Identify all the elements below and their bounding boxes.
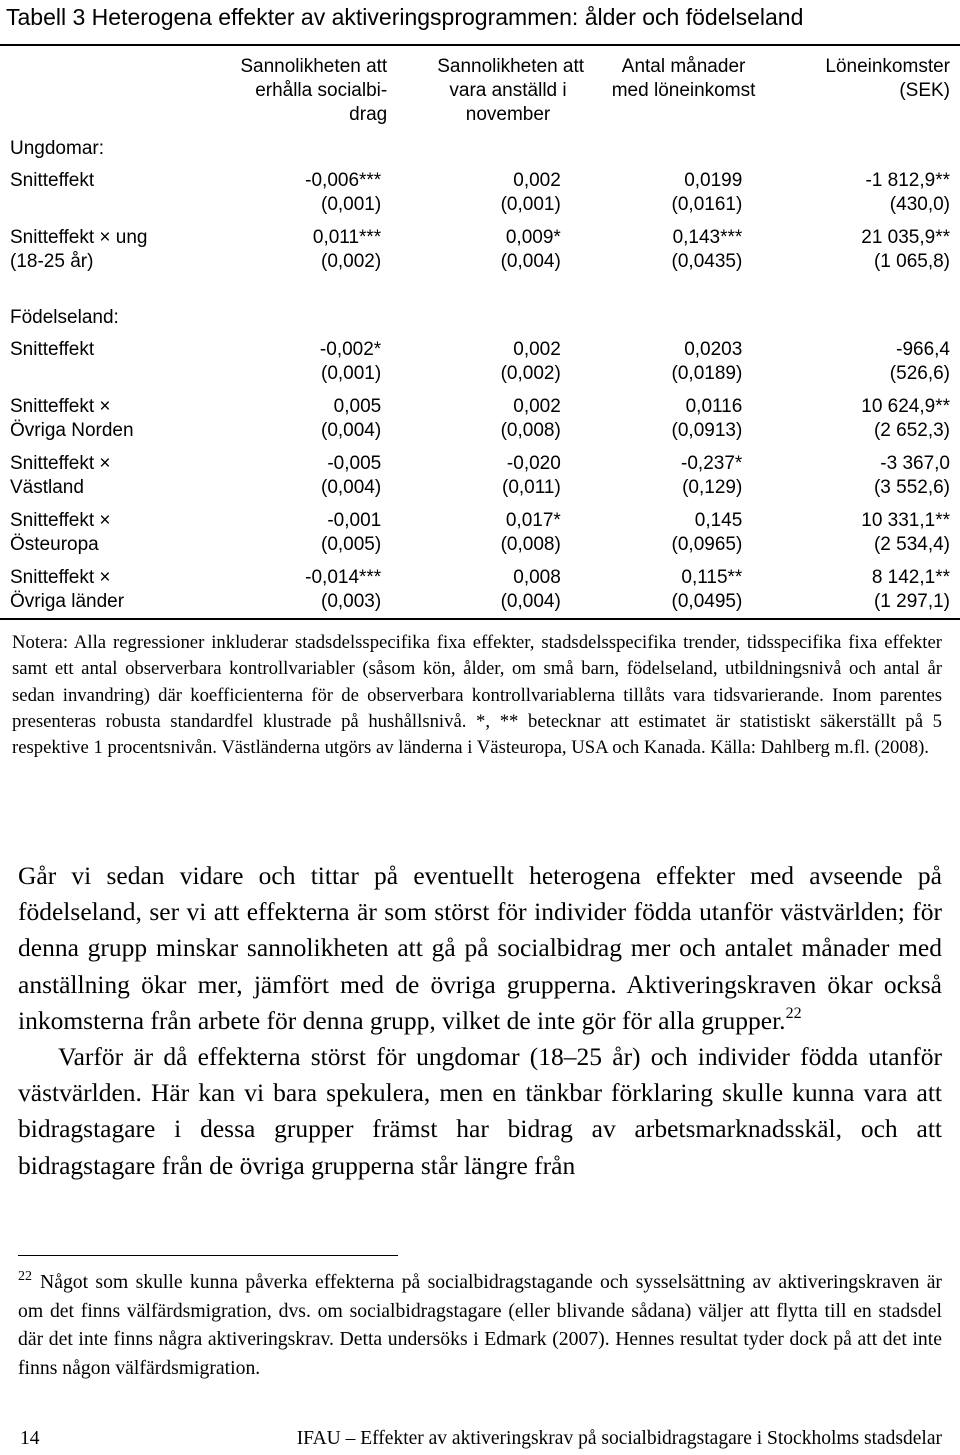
cell-prob-employed: 0,002 (0,002) bbox=[500, 339, 561, 384]
section-row-birthcountry bbox=[0, 274, 960, 330]
cell-prob-employed: -0,020 (0,011) bbox=[502, 453, 561, 498]
cell-wage-income: 21 035,9** (1 065,8) bbox=[861, 227, 950, 272]
cell-prob-employed: 0,002 (0,008) bbox=[500, 396, 561, 441]
footnote-text: Något som skulle kunna påverka effekterna på socialbidragstagande och sysselsättning av aktiveringskraven är om det finns välfärdsmigration, dvs. om socialbidragstagare (eller blivande sådana) väljer att flytta till en stadsdel där det inte finns några aktiveringskrav. Detta undersöks i Edmark (2007). Hennes resultat tyder dock på att det inte finns någon välfärdsmigration. bbox=[18, 1271, 942, 1379]
table-row bbox=[0, 500, 960, 557]
page-number: 14 bbox=[20, 1428, 40, 1449]
cell-wage-income: -1 812,9** (430,0) bbox=[865, 170, 950, 215]
cell-prob-welfare: -0,014*** (0,003) bbox=[202, 557, 388, 619]
row-label: Snitteffekt × Västland bbox=[10, 453, 111, 498]
footnote bbox=[18, 1268, 942, 1382]
table-row bbox=[0, 217, 960, 274]
cell-wage-income: -966,4 (526,6) bbox=[889, 339, 950, 384]
cell-months-income: 0,145 (0,0965) bbox=[671, 510, 743, 555]
paragraph bbox=[18, 858, 942, 1039]
header-wage-income: Löneinkomster (SEK) bbox=[762, 45, 960, 127]
cell-wage-income: 8 142,1** (1 297,1) bbox=[762, 557, 960, 619]
body-text bbox=[18, 858, 942, 1184]
regression-table bbox=[0, 44, 960, 620]
cell-months-income: 0,143*** (0,0435) bbox=[671, 227, 743, 272]
cell-wage-income: 10 331,1** (2 534,4) bbox=[861, 510, 950, 555]
footnote-divider bbox=[18, 1255, 398, 1256]
paragraph: Varför är då effekterna störst för ungdomar (18–25 år) och individer födda utanför västvärlden. Här kan vi bara spekulera, men en tänkbar förklaring skulle kunna vara att bidragstagare i dessa grupper främst har bidrag av arbetsmarknadsskäl, och att bidragstagare från de övriga grupperna står längre från bbox=[18, 1042, 942, 1180]
section-label-birthcountry: Födelseland: bbox=[10, 307, 119, 328]
table-row bbox=[0, 161, 960, 217]
cell-prob-welfare: -0,002* (0,001) bbox=[319, 339, 382, 384]
header-months-income: Antal månader med löneinkomst bbox=[579, 45, 763, 127]
cell-prob-employed: 0,002 (0,001) bbox=[500, 170, 561, 215]
cell-months-income: 0,0199 (0,0161) bbox=[671, 170, 743, 215]
cell-prob-welfare: 0,011*** (0,002) bbox=[312, 227, 382, 272]
cell-prob-welfare: -0,005 (0,004) bbox=[321, 453, 382, 498]
section-label-youth: Ungdomar: bbox=[10, 138, 104, 159]
table-row bbox=[0, 557, 960, 619]
cell-prob-welfare: 0,005 (0,004) bbox=[321, 396, 382, 441]
footnote-ref[interactable]: 22 bbox=[785, 1004, 802, 1022]
row-label: Snitteffekt bbox=[10, 339, 95, 360]
table-row bbox=[0, 386, 960, 443]
table-header-row bbox=[0, 45, 960, 127]
row-label: Snitteffekt bbox=[10, 170, 95, 191]
cell-months-income: 0,115** (0,0495) bbox=[579, 557, 763, 619]
header-prob-welfare: Sannolikheten att erhålla socialbi- drag bbox=[202, 45, 388, 127]
table-row bbox=[0, 330, 960, 386]
paragraph-text: Går vi sedan vidare och tittar på eventuellt heterogena effekter med avseende på födelseland, ser vi att effekterna är som störst för individer födda utanför västvärlden; för denna grupp minskar sannolikheten att gå på socialbidrag mer och antalet månader med anställning ökar mer, jämfört med de övriga grupperna. Aktiveringskraven ökar också inkomsterna från arbete för denna grupp, vilket de inte gör för alla grupper. bbox=[18, 861, 942, 1035]
header-prob-employed: Sannolikheten att vara anställd i november bbox=[387, 45, 579, 127]
row-label: Snitteffekt × Övriga länder bbox=[0, 557, 202, 619]
section-row-youth bbox=[0, 127, 960, 161]
cell-prob-welfare: -0,001 (0,005) bbox=[321, 510, 382, 555]
header-blank-cell bbox=[0, 45, 202, 127]
cell-prob-employed: 0,017* (0,008) bbox=[500, 510, 561, 555]
cell-wage-income: 10 624,9** (2 652,3) bbox=[861, 396, 950, 441]
cell-months-income: 0,0116 (0,0913) bbox=[671, 396, 743, 441]
cell-prob-employed: 0,009* (0,004) bbox=[500, 227, 561, 272]
row-label: Snitteffekt × Övriga Norden bbox=[10, 396, 134, 441]
cell-months-income: -0,237* (0,129) bbox=[681, 453, 743, 498]
running-footer-title: IFAU – Effekter av aktiveringskrav på socialbidragstagare i Stockholms stadsdelar bbox=[296, 1428, 942, 1449]
cell-prob-employed: 0,008 (0,004) bbox=[387, 557, 579, 619]
cell-prob-welfare: -0,006*** (0,001) bbox=[305, 170, 382, 215]
table-caption: Tabell 3 Heterogena effekter av aktiveringsprogrammen: ålder och födelseland bbox=[6, 4, 804, 30]
row-label: Snitteffekt × Östeuropa bbox=[10, 510, 111, 555]
footnote-number: 22 bbox=[18, 1269, 32, 1284]
table-notes: Notera: Alla regressioner inkluderar stadsdelsspecifika fixa effekter, stadsdelsspecifika trender, tidsspecifika fixa effekter samt ett antal observerbara kontrollvariabler (såsom kön, ålder, om små barn, födelseland, utbildningsnivå och antal år sedan invandring) där koefficienterna för de observerbara kontrollvariablerna tillåts vara tidsvarierande. Inom parentes presenteras robusta standardfel klustrade på hushållsnivå. *, ** betecknar att estimatet är statistiskt säkerställt på 5 respektive 1 procentsnivån. Västländerna utgörs av länderna i Västeuropa, USA och Kanada. Källa: Dahlberg m.fl. (2008). bbox=[12, 632, 942, 759]
cell-wage-income: -3 367,0 (3 552,6) bbox=[873, 453, 950, 498]
row-label: Snitteffekt × ung (18-25 år) bbox=[10, 227, 148, 272]
cell-months-income: 0,0203 (0,0189) bbox=[671, 339, 743, 384]
table-row bbox=[0, 443, 960, 500]
